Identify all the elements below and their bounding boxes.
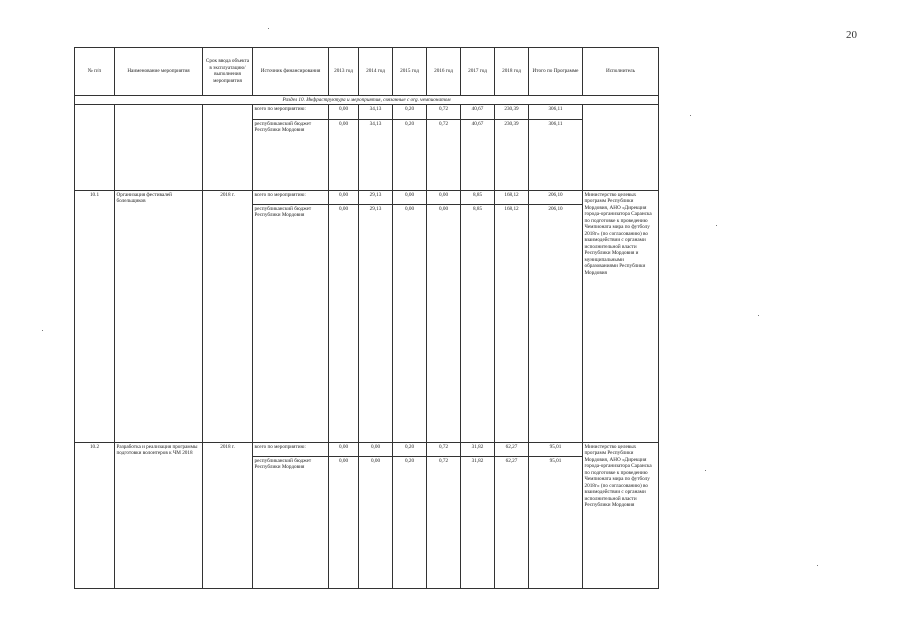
cell-value: 95,01 [529,456,583,588]
cell-source: республиканский бюджет Республики Мордовия [253,456,329,588]
header-2013: 2013 год [329,48,359,96]
header-2018: 2018 год [495,48,529,96]
cell-value: 0,00 [427,204,461,442]
scan-speck [42,330,43,331]
cell-value: 0,72 [427,105,461,119]
header-deadline: Срок ввода объекта в эксплуатацию/ выполнения мероприятия [203,48,253,96]
cell-value: 0,00 [427,190,461,204]
cell-value: 0,00 [393,190,427,204]
header-source: Источник финансирования [253,48,329,96]
cell-value: 306,11 [529,105,583,119]
cell-value: 0,72 [427,442,461,456]
cell-value: 62,27 [495,442,529,456]
section-title-row [75,95,659,105]
header-2015: 2015 год [393,48,427,96]
cell-value: 31,82 [461,456,495,588]
cell-value: 0,20 [393,105,427,119]
table-row [75,442,659,456]
table-row [75,190,659,204]
section-title: Раздел 10. Инфраструктура и мероприятия, связанные с org. чемпионатом [75,95,659,105]
cell-value: 0,00 [329,119,359,190]
item-deadline: 2018 г. [203,442,253,588]
cell-value: 95,01 [529,442,583,456]
item-deadline: 2018 г. [203,190,253,442]
cell-value: 0,00 [329,442,359,456]
cell-source: республиканский бюджет Республики Мордовия [253,119,329,190]
cell-value: 0,00 [329,456,359,588]
program-table [74,47,659,589]
scan-speck [268,28,269,29]
cell-value: 40,67 [461,119,495,190]
cell-value: 8,85 [461,190,495,204]
cell-value: 306,11 [529,119,583,190]
scan-speck [690,115,691,116]
cell-value: 0,00 [329,204,359,442]
cell-value: 0,20 [393,442,427,456]
cell-value: 29,13 [359,190,393,204]
scan-speck [817,565,818,566]
scan-speck [705,470,706,471]
cell-value: 0,72 [427,456,461,588]
cell-source: всего по мероприятию: [253,442,329,456]
table-row [75,105,659,119]
cell-value: 168,12 [495,204,529,442]
cell-value: 230,39 [495,105,529,119]
cell-value: 0,00 [359,442,393,456]
cell-value: 29,13 [359,204,393,442]
scan-speck [716,225,717,226]
cell-value: 206,10 [529,204,583,442]
cell-value: 0,00 [359,456,393,588]
header-executor: Исполнитель [583,48,659,96]
cell-value: 40,67 [461,105,495,119]
item-name: Организация фестивалей болельщиков [115,190,203,442]
cell-value: 8,85 [461,204,495,442]
cell-value: 0,00 [329,105,359,119]
cell-empty [115,105,203,190]
item-executor: Министерство целевых программ Республики Мордовия, АНО «Дирекция города-организатора Саранска по подготовке к проведению Чемпионата мира по футболу 2018г» (по согласованию) во взаимодействии с органами исполнительной власти Республики Мордовия и муниципальными образованиями Республики Мордовия [583,190,659,442]
cell-value: 34,13 [359,105,393,119]
item-name: Разработка и реализация программы подготовки волонтеров к ЧМ 2018 [115,442,203,588]
cell-empty [75,105,115,190]
header-2017: 2017 год [461,48,495,96]
cell-value: 0,72 [427,119,461,190]
cell-value: 206,10 [529,190,583,204]
cell-value: 0,00 [329,190,359,204]
cell-source: республиканский бюджет Республики Мордовия [253,204,329,442]
header-name: Наименование мероприятия [115,48,203,96]
cell-value: 34,13 [359,119,393,190]
header-2014: 2014 год [359,48,393,96]
cell-value: 31,82 [461,442,495,456]
cell-value: 0,20 [393,119,427,190]
cell-value: 168,12 [495,190,529,204]
cell-value: 62,27 [495,456,529,588]
header-total: Итого по Программе [529,48,583,96]
cell-source: всего по мероприятию: [253,190,329,204]
page-number: 20 [846,29,857,41]
item-number: 10.2 [75,442,115,588]
cell-value: 230,39 [495,119,529,190]
item-number: 10.1 [75,190,115,442]
header-row [75,48,659,96]
cell-empty [203,105,253,190]
cell-value: 0,20 [393,456,427,588]
cell-empty [583,105,659,190]
header-num: № п/п [75,48,115,96]
scan-speck [758,315,759,316]
item-executor: Министерство целевых программ Республики Мордовия, АНО «Дирекция города-организатора Саранска по подготовке к проведению Чемпионата мира по футболу 2018г» (по согласованию) во взаимодействии с органами исполнительной власти Республики Мордовия [583,442,659,588]
cell-source: всего по мероприятию: [253,105,329,119]
cell-value: 0,00 [393,204,427,442]
header-2016: 2016 год [427,48,461,96]
